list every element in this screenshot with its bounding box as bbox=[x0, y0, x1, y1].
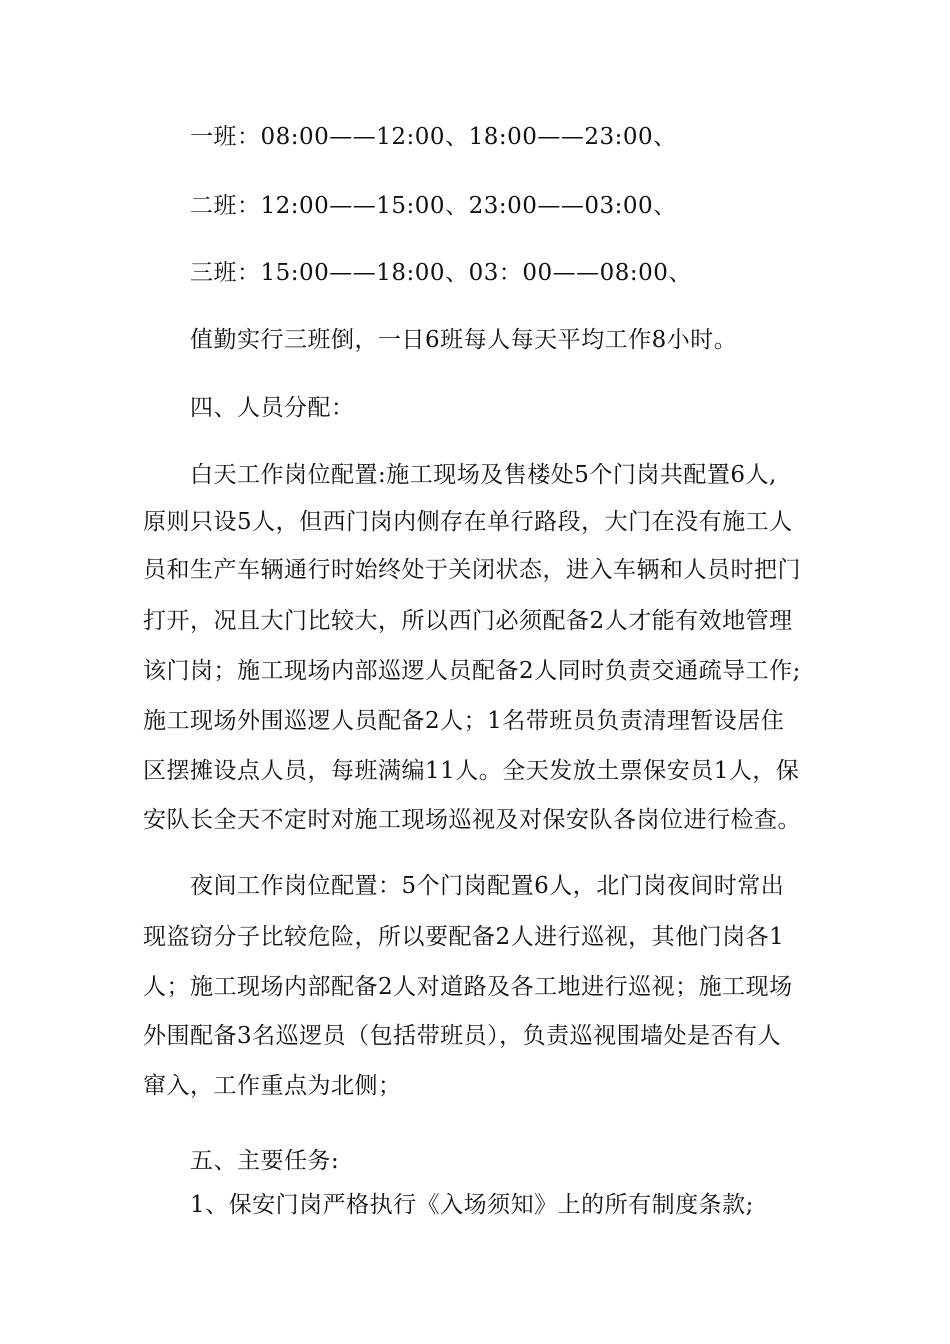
section-5-heading: 五、主要任务: bbox=[190, 1148, 340, 1174]
day-config-line: 安队长全天不定时对施工现场巡视及对保安队各岗位进行检查。 bbox=[143, 807, 801, 833]
night-config-line: 窜入，工作重点为北侧； bbox=[143, 1073, 402, 1099]
shift-summary: 值勤实行三班倒，一日6班每人每天平均工作8小时。 bbox=[190, 327, 738, 353]
day-config-line: 该门岗；施工现场内部巡逻人员配备2人同时负责交通疏导工作; bbox=[143, 658, 801, 684]
day-config-line: 白天工作岗位配置:施工现场及售楼处5个门岗共配置6人, bbox=[190, 462, 777, 488]
day-config-line: 施工现场外围巡逻人员配备2人；1名带班员负责清理暂设居住 bbox=[143, 708, 785, 734]
night-config-line: 夜间工作岗位配置：5个门岗配置6人，北门岗夜间时常出 bbox=[190, 873, 785, 899]
night-config-line: 人；施工现场内部配备2人对道路及各工地进行巡视；施工现场 bbox=[143, 974, 793, 1000]
day-config-line: 原则只设5人，但西门岗内侧存在单行路段，大门在没有施工人 bbox=[143, 509, 793, 535]
task-item-1: 1、保安门岗严格执行《入场须知》上的所有制度条款; bbox=[190, 1192, 754, 1218]
day-config-line: 员和生产车辆通行时始终处于关闭状态，进入车辆和人员时把门 bbox=[143, 557, 801, 583]
day-config-line: 打开，况且大门比较大，所以西门必须配备2人才能有效地管理 bbox=[143, 608, 793, 634]
shift-1-line: 一班：08:00——12:00、18:00——23:00、 bbox=[190, 124, 677, 150]
shift-2-line: 二班：12:00——15:00、23:00——03:00、 bbox=[190, 193, 677, 219]
night-config-line: 现盗窃分子比较危险，所以要配备2人进行巡视，其他门岗各1 bbox=[143, 924, 785, 950]
day-config-line: 区摆摊设点人员，每班满编11人。全天发放土票保安员1人，保 bbox=[143, 758, 800, 784]
shift-3-line: 三班：15:00——18:00、03：00——08:00、 bbox=[190, 260, 692, 286]
night-config-line: 外围配备3名巡逻员（包括带班员），负责巡视围墙处是否有人 bbox=[143, 1023, 782, 1049]
section-4-heading: 四、人员分配： bbox=[190, 395, 355, 421]
